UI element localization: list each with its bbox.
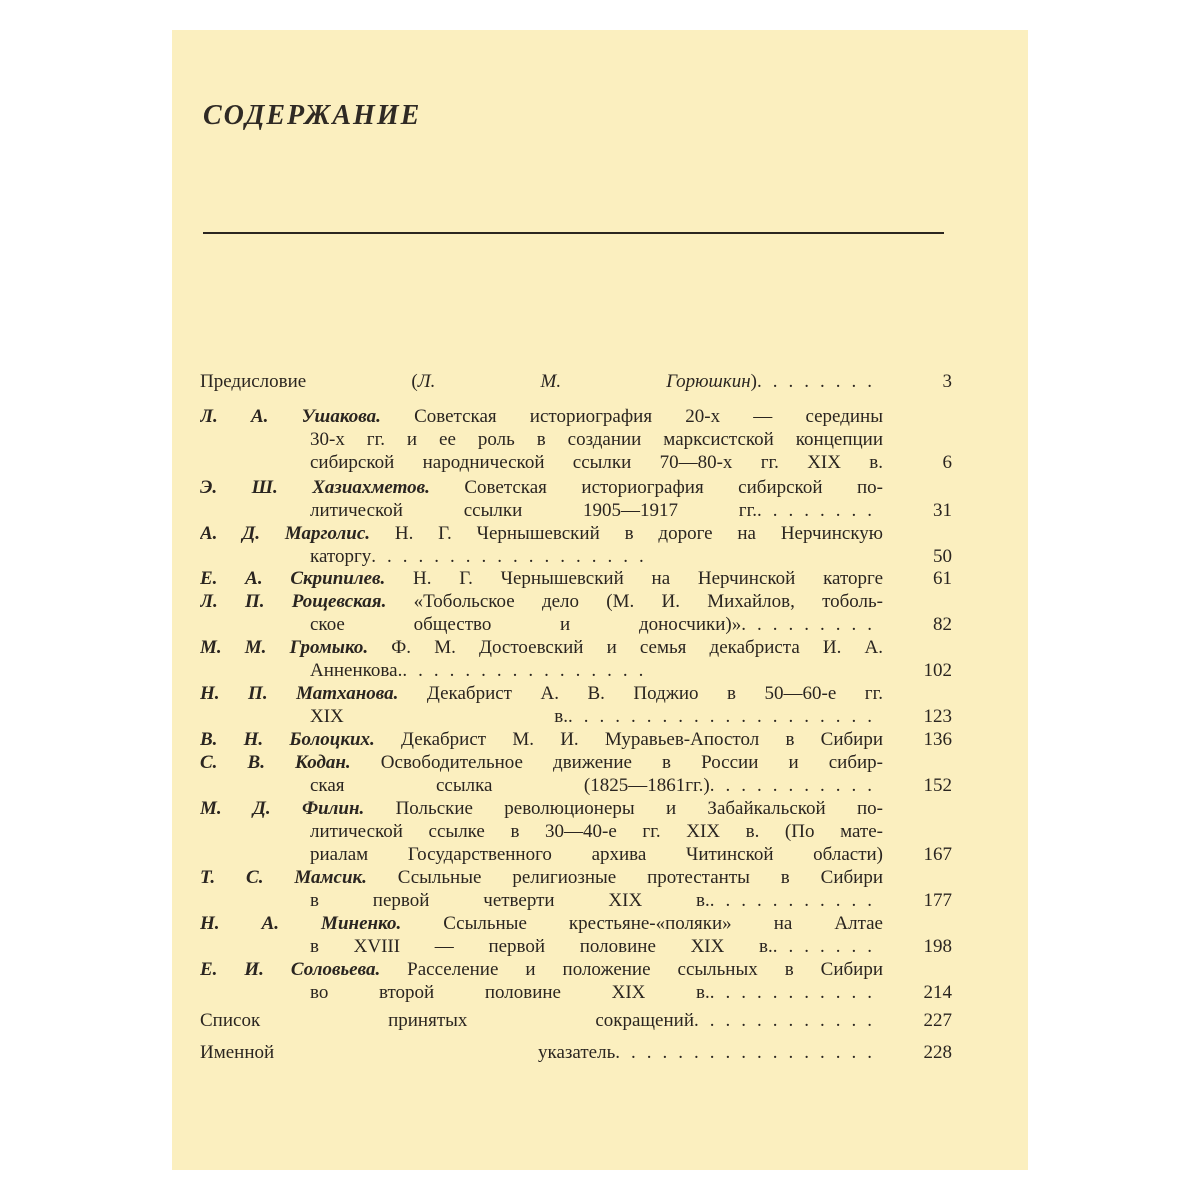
author-name: А. Д. Марголис. [200,523,371,544]
author-name: Л. П. Рощевская. [200,591,387,612]
toc-entry-continuation [200,659,952,682]
title-divider [203,232,944,234]
toc-entry-line [200,1009,952,1032]
toc-entry-line [200,728,952,751]
author-name: Е. И. Соловьева. [200,959,381,980]
author-name: М. Д. Филин. [200,798,365,819]
toc-entry [200,522,952,568]
toc-entry-text [310,451,883,474]
author-name: Н. П. Матханова. [200,683,399,704]
entry-title-text: литической ссылки 1905—1917 гг. [310,500,757,521]
toc-entry [200,1041,952,1064]
toc-entry-continuation [200,451,952,474]
toc-entry-line [200,958,952,981]
toc-entry-text [200,728,883,751]
dot-leader: ........... [709,775,883,796]
toc-entry-text [310,659,883,682]
entry-title-text: Предисловие ( [200,371,418,392]
toc-entry-text [310,428,883,451]
author-name: Н. А. Миненко. [200,913,402,934]
toc-entry [200,636,952,682]
entry-title-text: «Тобольское дело (М. И. Михайлов, тоболь- [386,591,883,612]
page-number: 6 [942,452,952,473]
author-name: В. Н. Болоцких. [200,729,375,750]
entry-title-text: каторгу [310,546,372,567]
toc-entry-line [200,866,952,889]
toc-entry-text [200,522,883,545]
toc-entry [200,370,952,393]
entry-title-text: сибирской народнической ссылки 70—80-х гг. XIX в. [310,452,883,473]
toc-entry-continuation [200,499,952,522]
entry-title-text: XIX в. [310,706,568,727]
entry-title-text: ское общество и доносчики)» [310,614,742,635]
entry-title-text: Именной указатель [200,1042,616,1063]
toc-entry-line [200,1041,952,1064]
entry-title-text: риалам Государственного архива Читинской области) [310,844,883,865]
toc-entry-continuation [200,545,952,568]
dot-leader: ................. [615,1042,883,1063]
entry-title-text: в XVIII — первой половине XIX в. [310,936,773,957]
toc-entry-line [200,682,952,705]
toc-entry-continuation [200,705,952,728]
page-number: 3 [942,371,952,392]
toc-entry-line [200,522,952,545]
page-number: 167 [923,844,952,865]
toc-entry [200,797,952,866]
toc-entry [200,866,952,912]
toc-entry-line [200,912,952,935]
page-number: 152 [923,775,952,796]
toc-entry-text [200,1041,883,1064]
toc-entry-text [310,935,883,958]
entry-title-text: в первой четверти XIX в. [310,890,710,911]
page-number: 50 [933,546,952,567]
entry-title-text: Расселение и положение ссыльных в Сибири [380,959,883,980]
entry-title-text: Н. Г. Чернышевский в дороге на Нерчинскую [370,523,883,544]
toc-entry-text [310,613,883,636]
entry-title-text: Польские революционеры и Забайкальской по- [364,798,883,819]
page-number: 123 [923,706,952,727]
author-name: Э. Ш. Хазиахметов. [200,477,430,498]
toc-entry-continuation [200,774,952,797]
toc-entry [200,476,952,522]
page-number: 214 [923,982,952,1003]
toc-entry-text [200,958,883,981]
toc-entry [200,567,952,590]
entry-title-text: Советская историография сибирской по- [429,477,883,498]
toc-entry-text [310,820,883,843]
page-number: 102 [923,660,952,681]
toc-entry-line [200,797,952,820]
entry-title-text: ская ссылка (1825—1861гг.) [310,775,710,796]
toc-entry-text [200,405,883,428]
toc-entry-text [310,774,883,797]
entry-title-text: Н. Г. Чернышевский на Нерчинской каторге [385,568,883,589]
toc-entry-text [200,682,883,705]
toc-entry-line [200,590,952,613]
page-number: 136 [923,729,952,750]
entry-title-text: 30-х гг. и ее роль в создании марксистской концепции [310,429,883,450]
dot-leader: ............ [694,1010,883,1031]
toc-entry-text [200,797,883,820]
toc-entry [200,682,952,728]
toc-entry-text [200,751,883,774]
toc-entry-line [200,636,952,659]
dot-leader: .................... [568,706,883,727]
toc-entry-text [310,545,883,568]
toc-entry-text [200,370,883,393]
toc-entry-continuation [200,820,952,843]
toc-entry-text [200,866,883,889]
toc-entry-text [200,636,883,659]
toc-entry-continuation [200,889,952,912]
toc-entry-text [200,567,883,590]
toc-entry-continuation [200,981,952,1004]
toc-entry [200,728,952,751]
toc-entry-text [310,889,883,912]
dot-leader: ........ [757,371,883,392]
entry-title-text: литической ссылке в 30—40-е гг. XIX в. (По мате- [310,821,883,842]
toc-entry-continuation [200,935,952,958]
entry-title-text: Список принятых сокращений [200,1010,694,1031]
toc-entry [200,590,952,636]
toc-entry-text [310,843,883,866]
dot-leader: ....... [772,936,883,957]
page-number: 177 [923,890,952,911]
author-name: Т. С. Мамсик. [200,867,367,888]
author-name: Е. А. Скрипилев. [200,568,386,589]
toc-entry-text [310,981,883,1004]
toc-entry [200,912,952,958]
toc-entry-line [200,567,952,590]
toc-entry-text [200,1009,883,1032]
dot-leader: ........... [709,890,883,911]
toc-entry-line [200,370,952,393]
editor-name: Л. М. Горюшкин [417,371,751,392]
toc-entry-text [200,476,883,499]
toc-entry [200,751,952,797]
entry-title-text: Декабрист М. И. Муравьев-Апостол в Сибири [374,729,883,750]
author-name: М. М. Громыко. [200,637,369,658]
entry-title-text: Декабрист А. В. Поджио в 50—60-е гг. [398,683,883,704]
page-number: 61 [933,568,952,589]
toc-entry [200,405,952,474]
author-name: Л. А. Ушакова. [200,406,381,427]
entry-title-text: Ф. М. Достоевский и семья декабриста И. А. [368,637,883,658]
toc-entry-continuation [200,613,952,636]
toc-entry-text [310,705,883,728]
toc-entry-continuation [200,428,952,451]
entry-title-text: Ссыльные религиозные протестанты в Сибири [366,867,883,888]
toc-entry-text [200,912,883,935]
entry-title-text: ) [750,371,757,392]
page-number: 198 [923,936,952,957]
dot-leader: ........... [709,982,883,1003]
toc-entry-line [200,405,952,428]
page-number: 82 [933,614,952,635]
dot-leader: ......... [741,614,883,635]
author-name: С. В. Кодан. [200,752,351,773]
page-title: СОДЕРЖАНИЕ [203,100,422,131]
toc-entry [200,1009,952,1032]
toc-entry-text [200,590,883,613]
toc-entry-text [310,499,883,522]
entry-title-text: Советская историография 20-х — середины [380,406,883,427]
page-number: 227 [923,1010,952,1031]
entry-title-text: во второй половине XIX в. [310,982,710,1003]
dot-leader: ................ [402,660,655,681]
page-number: 228 [923,1042,952,1063]
dot-leader: .................. [371,546,655,567]
toc-entry [200,958,952,1004]
toc-entry-line [200,476,952,499]
dot-leader: ........ [757,500,883,521]
page-number: 31 [933,500,952,521]
entry-title-text: Анненкова. [310,660,403,681]
toc-entry-continuation [200,843,952,866]
entry-title-text: Ссыльные крестьяне-«поляки» на Алтае [401,913,883,934]
entry-title-text: Освободительное движение в России и сибир- [350,752,883,773]
toc-entry-line [200,751,952,774]
